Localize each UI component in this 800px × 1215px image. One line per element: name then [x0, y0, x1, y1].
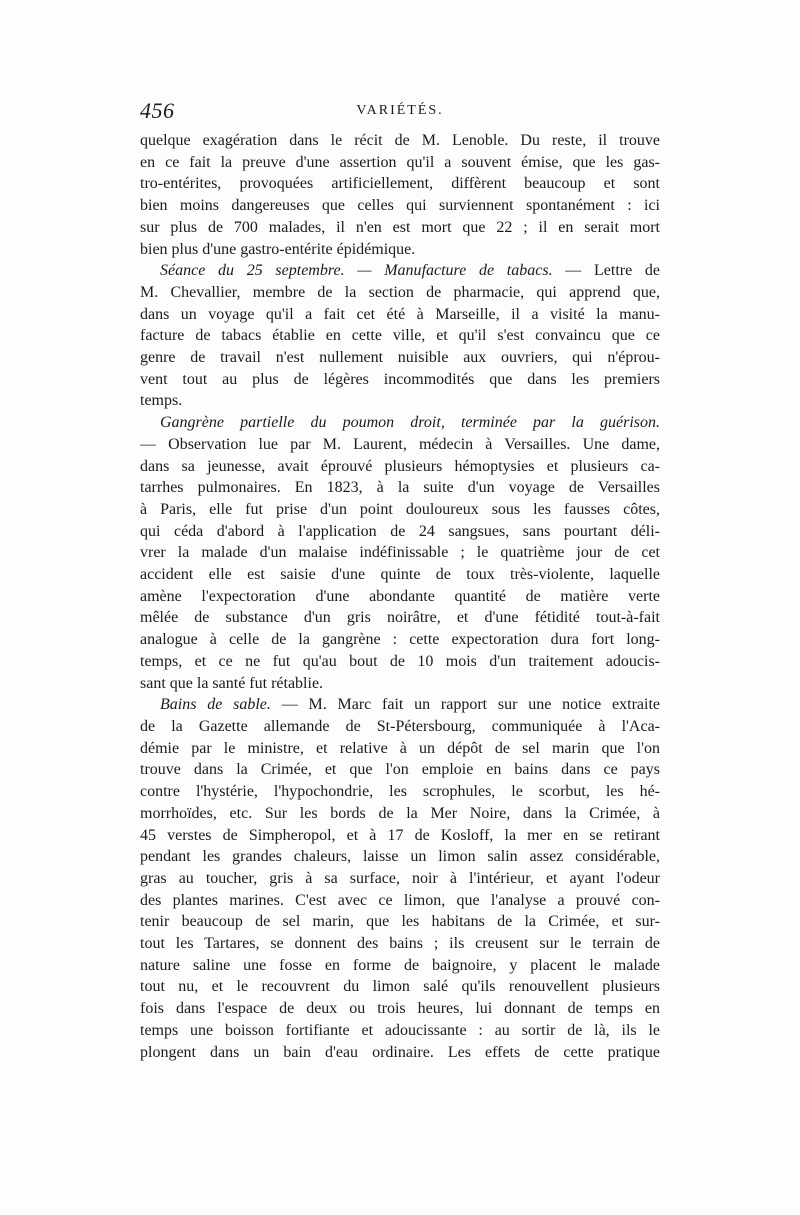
- text-line: genre de travail n'est nullement nuisible aux ouvriers, qui n'éprou-: [140, 349, 660, 367]
- text-line: en ce fait la preuve d'une assertion qu'il a souvent émise, que les gas-: [140, 153, 660, 171]
- text-line: [140, 694, 660, 716]
- text-line: qui céda d'abord à l'application de 24 sangsues, sans pourtant déli-: [140, 522, 660, 540]
- text-line: des plantes marines. C'est avec ce limon, que l'analyse a prouvé con-: [140, 891, 660, 909]
- text-line: temps.: [140, 392, 183, 410]
- text-line: — Observation lue par M. Laurent, médecin à Versailles. Une dame,: [140, 435, 660, 453]
- text-line: dans un voyage qu'il a fait cet été à Marseille, il a visité la manu-: [140, 305, 660, 323]
- text-line: morrhoïdes, etc. Sur les bords de la Mer Noire, dans la Crimée, à: [140, 804, 660, 822]
- text-line: temps, et ce ne fut qu'au bout de 10 mois d'un traitement adoucis-: [140, 652, 660, 670]
- paragraph-gangrene: [140, 412, 660, 694]
- text-line: [140, 260, 660, 282]
- text-fragment: — M. Marc fait un rapport sur une notice extraite: [270, 696, 660, 714]
- text-line: analogue à celle de la gangrène : cette expectoration dura fort long-: [140, 631, 660, 649]
- text-line: temps une boisson fortifiante et adoucissante : au sortir de là, ils le: [140, 1021, 660, 1039]
- text-line: tarrhes pulmonaires. En 1823, à la suite d'un voyage de Versailles: [140, 479, 660, 497]
- text-line: bien moins dangereuses que celles qui surviennent spontanément : ici: [140, 197, 660, 215]
- running-title: VARIÉTÉS.: [356, 103, 444, 118]
- text-line: [140, 412, 660, 434]
- text-line: trouve dans la Crimée, et que l'on emploie en bains dans ce pays: [140, 761, 660, 779]
- text-line: accident elle est saisie d'une quinte de toux très-violente, laquelle: [140, 566, 660, 584]
- paragraph-seance: [140, 260, 660, 412]
- text-line: sur plus de 700 malades, il n'en est mort que 22 ; il en serait mort: [140, 218, 660, 236]
- text-line: tro-entérites, provoquées artificiellement, diffèrent beaucoup et sont: [140, 175, 660, 193]
- text-line: tenir beaucoup de sel marin, que les habitans de la Crimée, et sur-: [140, 913, 660, 931]
- text-line: de la Gazette allemande de St-Pétersbourg, communiquée à l'Aca-: [140, 717, 660, 735]
- text-line: tout nu, et le recouvrent du limon salé qu'ils renouvellent plusieurs: [140, 978, 660, 996]
- text-line: à Paris, elle fut prise d'un point douloureux sous les fausses côtes,: [140, 500, 660, 518]
- section-heading: Bains de sable.: [160, 696, 271, 714]
- text-line: pendant les grandes chaleurs, laisse un limon salin assez considérable,: [140, 848, 660, 866]
- paragraph-bains-de-sable: [140, 694, 660, 1063]
- text-line: facture de tabacs établie en cette ville, et qu'il s'est convaincu que ce: [140, 327, 660, 345]
- text-line: démie par le ministre, et relative à un dépôt de sel marin que l'on: [140, 739, 660, 757]
- text-line: M. Chevallier, membre de la section de pharmacie, qui apprend que,: [140, 283, 660, 301]
- text-fragment: — Lettre de: [552, 262, 660, 280]
- text-line: tout les Tartares, se donnent des bains ; ils creusent sur le terrain de: [140, 935, 660, 953]
- text-block: [140, 98, 660, 1063]
- text-line: vrer la malade d'un malaise indéfinissable ; le quatrième jour de cet: [140, 544, 660, 562]
- text-line: 45 verstes de Simpheropol, et à 17 de Kosloff, la mer en se retirant: [140, 826, 660, 844]
- section-heading: Gangrène partielle du poumon droit, terminée par la guérison.: [160, 414, 660, 432]
- text-line: amène l'expectoration d'une abondante quantité de matière verte: [140, 587, 660, 605]
- page-number: 456: [140, 98, 175, 123]
- text-line: mêlée de substance d'un gris noirâtre, et d'une fétidité tout-à-fait: [140, 609, 660, 627]
- text-line: quelque exagération dans le récit de M. Lenoble. Du reste, il trouve: [140, 132, 660, 149]
- text-line: contre l'hystérie, l'hypochondrie, les scrophules, le scorbut, les hé-: [140, 783, 660, 801]
- text-line: dans sa jeunesse, avait éprouvé plusieurs hémoptysies et plusieurs ca-: [140, 457, 660, 475]
- text-line: vent tout au plus de légères incommodités que dans les premiers: [140, 370, 660, 388]
- text-line: sant que la santé fut rétablie.: [140, 674, 324, 692]
- text-line: fois dans l'espace de deux ou trois heures, lui donnant de temps en: [140, 1000, 660, 1018]
- text-line: nature saline une fosse en forme de baignoire, y placent le malade: [140, 956, 660, 974]
- paragraph-continuation: [140, 130, 660, 260]
- section-heading: Séance du 25 septembre. — Manufacture de tabacs.: [160, 262, 553, 280]
- text-line: gras au toucher, gris à sa surface, noir à l'intérieur, et ayant l'odeur: [140, 869, 660, 887]
- text-line: plongent dans un bain d'eau ordinaire. Les effets de cette pratique: [140, 1043, 660, 1061]
- body-text: [140, 130, 660, 1063]
- running-head: [140, 98, 660, 130]
- text-line: bien plus d'une gastro-entérite épidémique.: [140, 240, 416, 258]
